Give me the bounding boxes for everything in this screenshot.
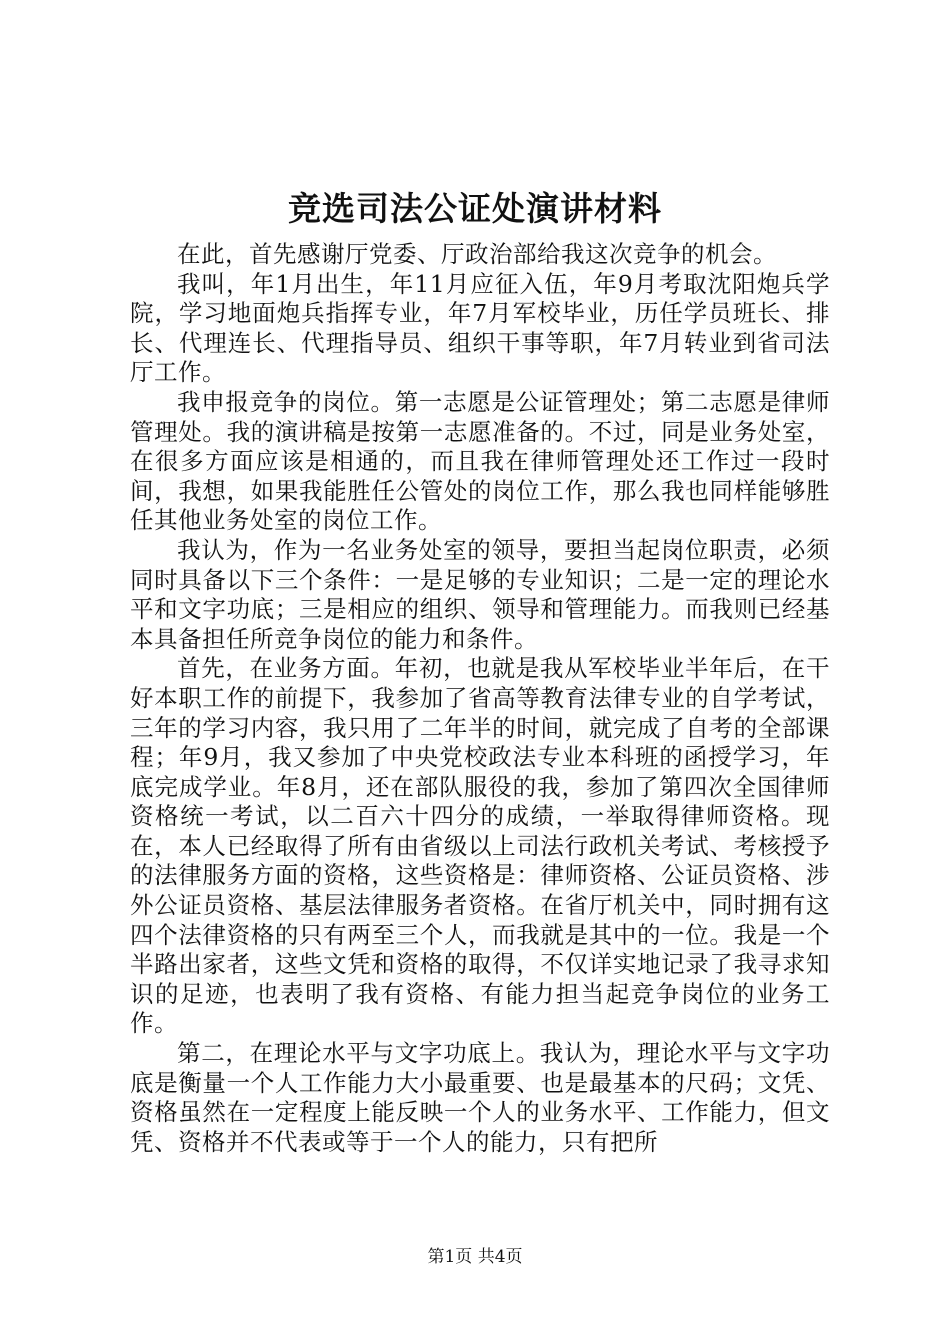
page-footer: 第1页 共4页 bbox=[427, 1247, 523, 1267]
document-body bbox=[130, 240, 830, 1157]
paragraph: 在此，首先感谢厅党委、厅政治部给我这次竞争的机会。 bbox=[177, 240, 777, 268]
paragraph: 第二，在理论水平与文字功底上。我认为，理论水平与文字功底是衡量一个人工作能力大小最重要、也是最基本的尺码；文凭、资格虽然在一定程度上能反映一个人的业务水平、工作能力，但文凭、资格并不代表或等于一个人的能力，只有把所 bbox=[130, 1039, 830, 1156]
document-title: 竞选司法公证处演讲材料 bbox=[288, 189, 662, 228]
paragraph: 我叫，年1月出生，年11月应征入伍，年9月考取沈阳炮兵学院，学习地面炮兵指挥专业，年7月军校毕业，历任学员班长、排长、代理连长、代理指导员、组织干事等职，年7月转业到省司法厅工作。 bbox=[130, 269, 830, 387]
paragraph: 我认为，作为一名业务处室的领导，要担当起岗位职责，必须同时具备以下三个条件：一是足够的专业知识；二是一定的理论水平和文字功底；三是相应的组织、领导和管理能力。而我则已经基本具备担任所竞争岗位的能力和条件。 bbox=[130, 535, 830, 653]
paragraph: 我申报竞争的岗位。第一志愿是公证管理处；第二志愿是律师管理处。我的演讲稿是按第一志愿准备的。不过，同是业务处室，在很多方面应该是相通的，而且我在律师管理处还工作过一段时间，我想，如果我能胜任公管处的岗位工作，那么我也同样能够胜任其他业务处室的岗位工作。 bbox=[130, 387, 830, 535]
paragraph: 首先，在业务方面。年初，也就是我从军校毕业半年后，在干好本职工作的前提下，我参加了省高等教育法律专业的自学考试，三年的学习内容，我只用了二年半的时间，就完成了自考的全部课程；年9月，我又参加了中央党校政法专业本科班的函授学习，年底完成学业。年8月，还在部队服役的我，参加了第四次全国律师资格统一考试，以二百六十四分的成绩，一举取得律师资格。现在，本人已经取得了所有由省级以上司法行政机关考试、考核授予的法律服务方面的资格，这些资格是：律师资格、公证员资格、涉外公证员资格、基层法律服务者资格。在省厅机关中，同时拥有这四个法律资格的只有两至三个人，而我就是其中的一位。我是一个半路出家者，这些文凭和资格的取得，不仅详实地记录了我寻求知识的足迹，也表明了我有资格、有能力担当起竞争岗位的业务工作。 bbox=[130, 654, 830, 1038]
